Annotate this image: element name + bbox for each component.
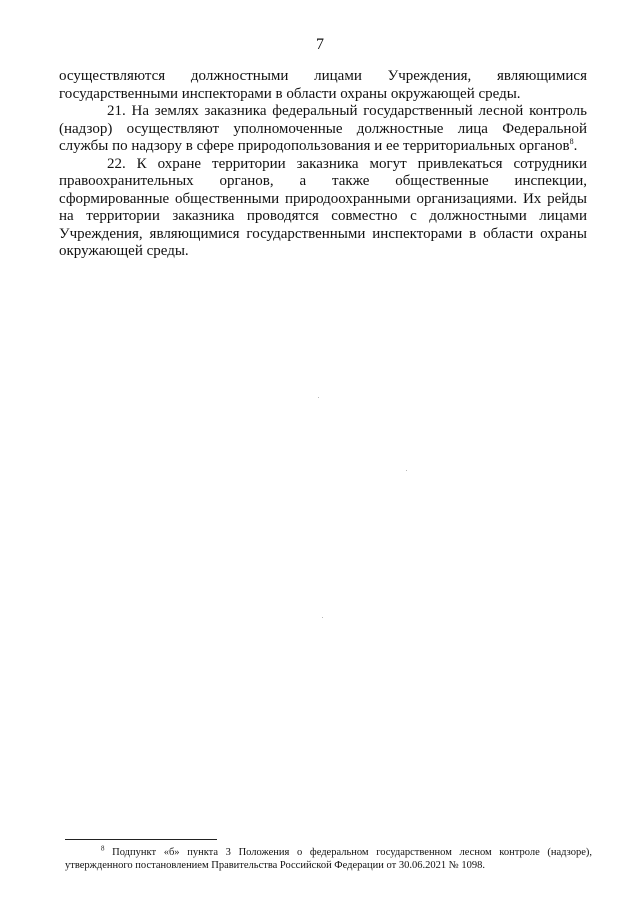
footnote-separator: [65, 839, 217, 840]
paragraph-22: 22. К охране территории заказника могут привлекаться сотрудники правоохранительных органов, а также общественные инспекции, сформированные общественными природоохранными организациями. Их рейды на территории заказника проводятся совместно с должностными лицами Учреждения, являющимися государственными инспекторами в области охраны окружающей среды.: [59, 155, 587, 259]
scan-speck: [318, 397, 319, 398]
footnote-text: Подпункт «б» пункта 3 Положения о федеральном государственном лесном контроле (надзоре), утвержденного постановлением Правительства Российской Федерации от 30.06.2021 № 1098.: [65, 847, 592, 871]
paragraph-21-text: 21. На землях заказника федеральный государственный лесной контроль (надзор) осуществляют уполномоченные должностные лица Федеральной службы по надзору в сфере природопользования и ее территориальных органов: [59, 103, 587, 154]
paragraph-21-end: .: [573, 138, 578, 154]
scan-speck: [322, 617, 323, 618]
footnote-reference: 8: [569, 137, 574, 146]
document-body: [59, 68, 587, 261]
footnote-marker: 8: [101, 844, 105, 853]
scan-speck: [406, 470, 407, 471]
page-number: 7: [316, 36, 324, 53]
paragraph-21: [59, 103, 587, 156]
paragraph-continuation: осуществляются должностными лицами Учреждения, являющимися государственными инспекторами в области охраны окружающей среды.: [59, 68, 587, 102]
footnote: [65, 846, 592, 872]
